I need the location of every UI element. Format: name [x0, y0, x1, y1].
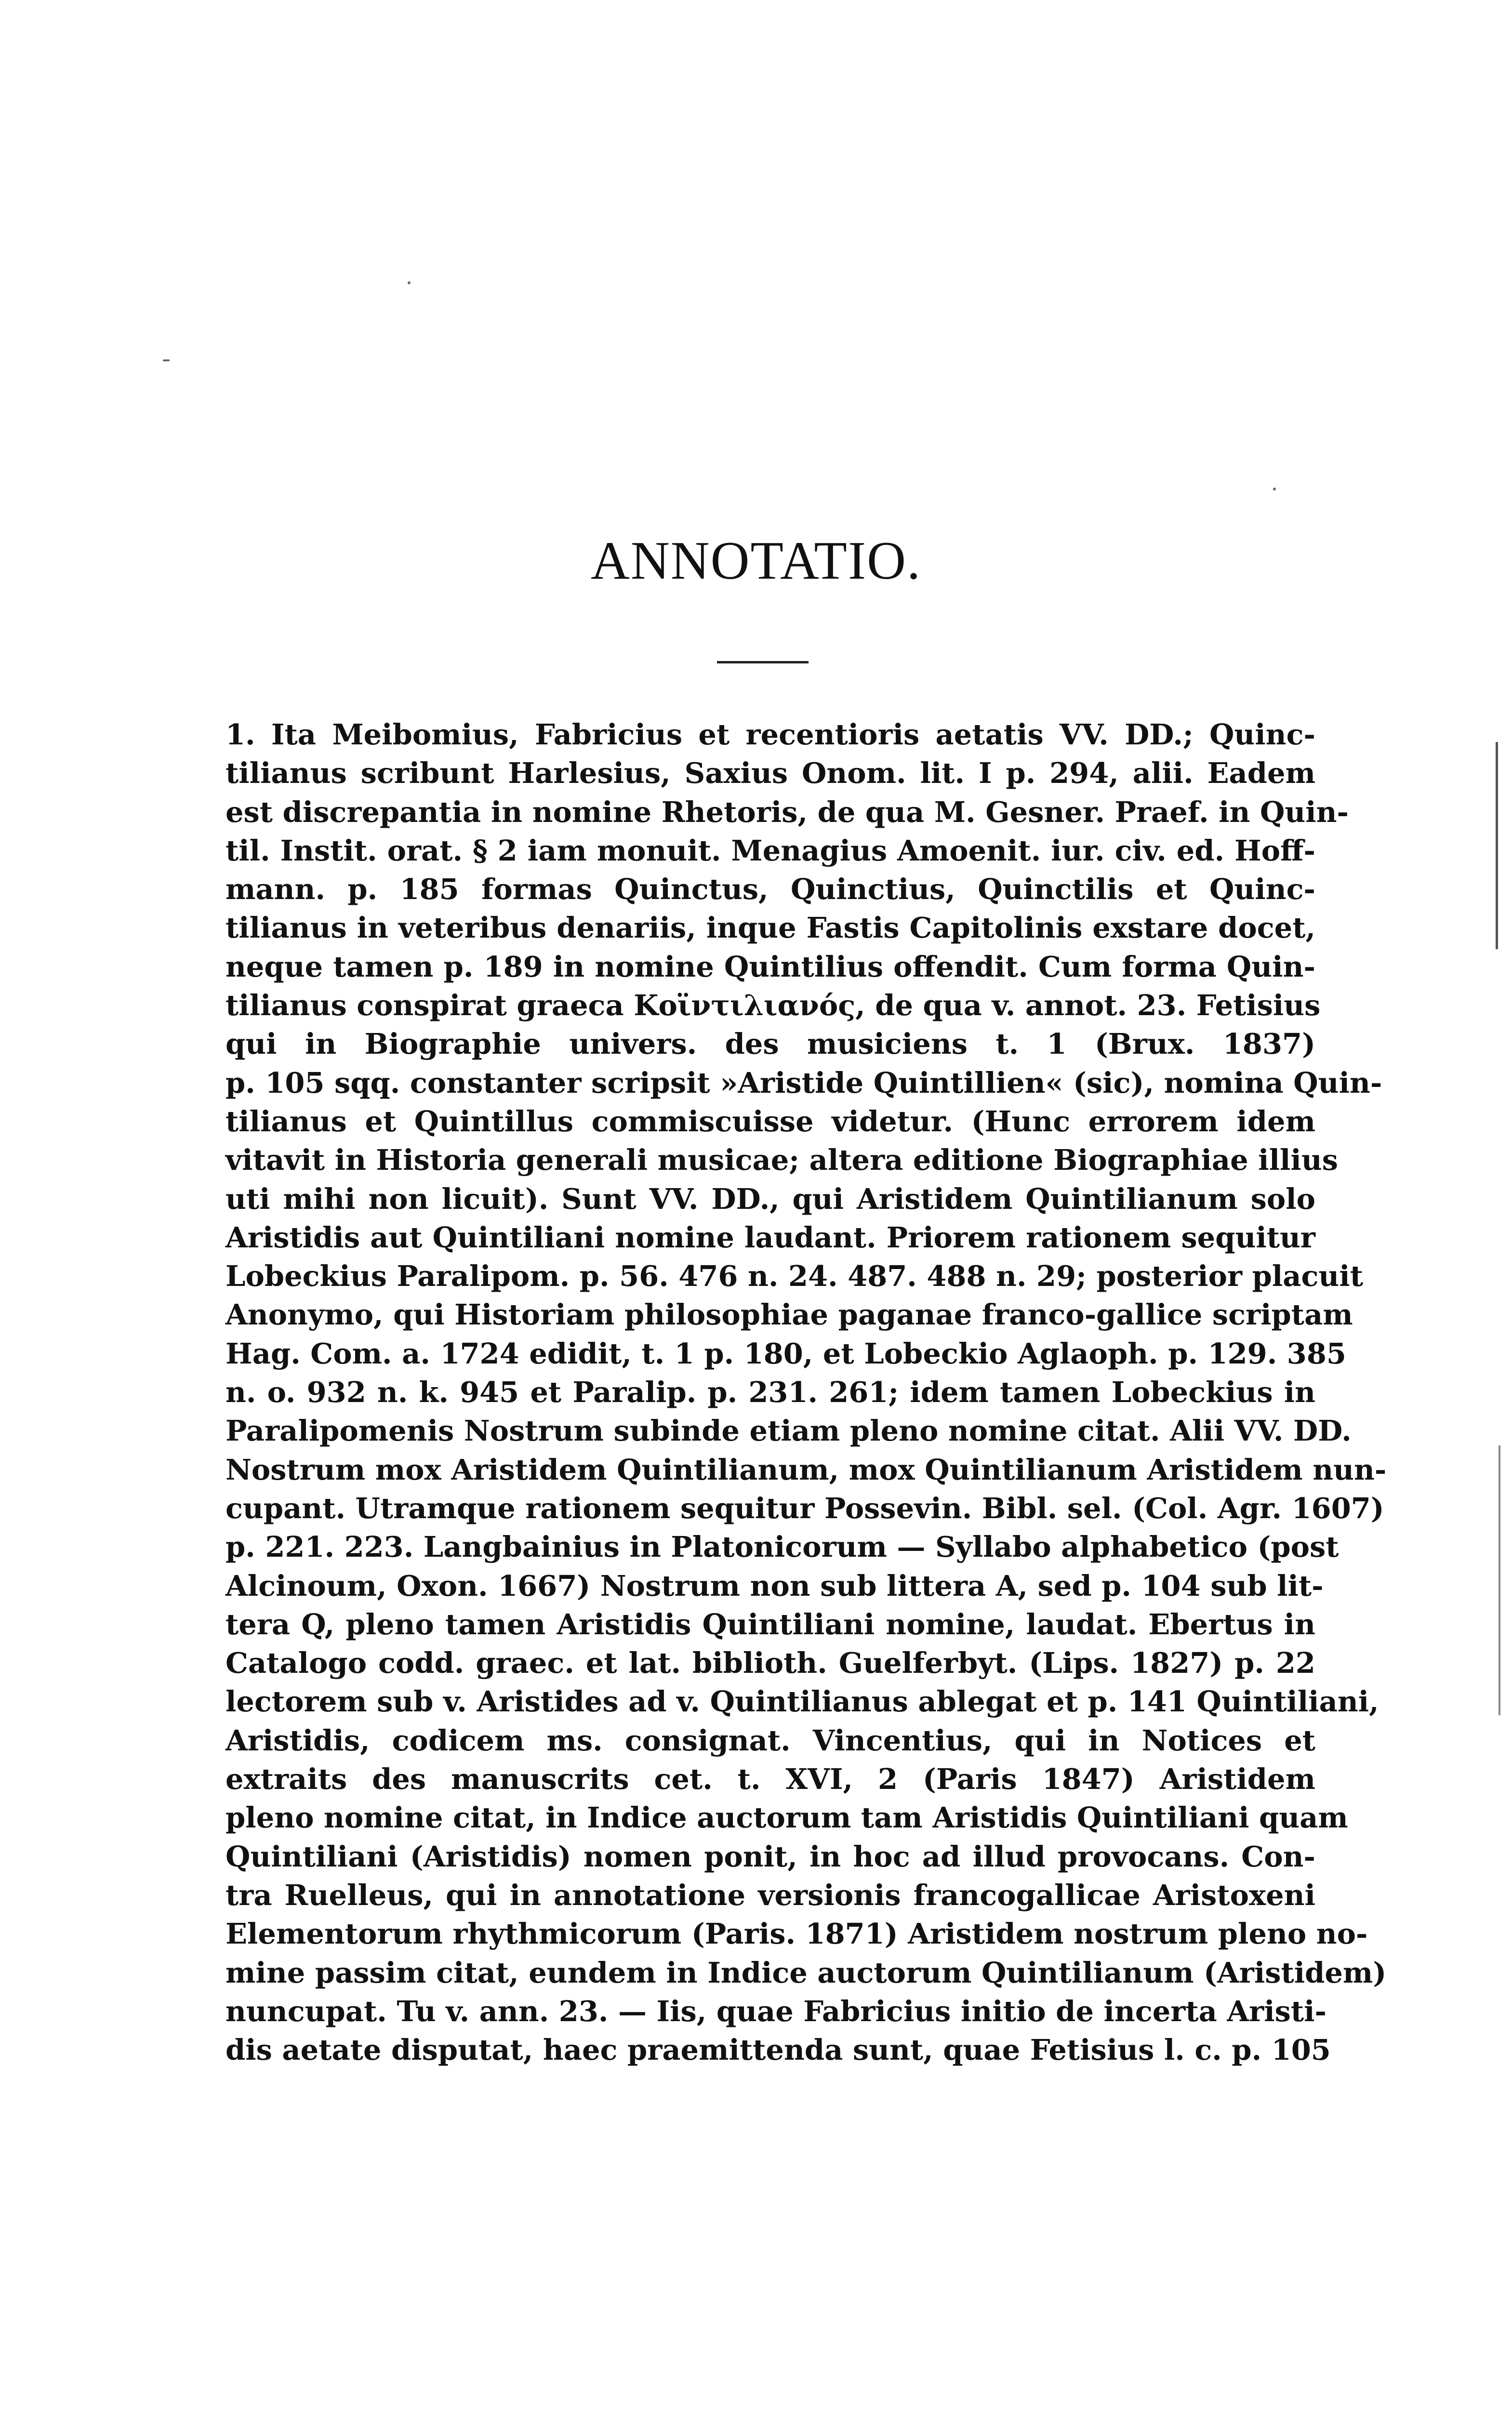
text-line: tilianus scribunt Harlesius, Saxius Onom. lit. I p. 294, alii. Eadem — [225, 756, 1315, 790]
binding-edge-mark — [1496, 742, 1498, 949]
text-line: til. Instit. orat. § 2 iam monuit. Menagius Amoenit. iur. civ. ed. Hoff- — [225, 834, 1315, 867]
text-line: Aristidis, codicem ms. consignat. Vincentius, qui in Notices et — [225, 1723, 1315, 1757]
text-line: qui in Biographie univers. des musiciens t. 1 (Brux. 1837) — [225, 1027, 1315, 1061]
text-line: extraits des manuscrits cet. t. XVI, 2 (Paris 1847) Aristidem — [225, 1762, 1315, 1796]
text-line: Paralipomenis Nostrum subinde etiam pleno nomine citat. Alii VV. DD. — [225, 1414, 1352, 1448]
text-line: est discrepantia in nomine Rhetoris, de qua M. Gesner. Praef. in Quin- — [225, 795, 1349, 829]
text-line: Elementorum rhythmicorum (Paris. 1871) Aristidem nostrum pleno no- — [225, 1917, 1368, 1951]
text-line: dis aetate disputat, haec praemittenda sunt, quae Fetisius l. c. p. 105 — [225, 2033, 1331, 2067]
scan-speck-left — [163, 359, 170, 361]
text-line: Alcinoum, Oxon. 1667) Nostrum non sub littera A, sed p. 104 sub lit- — [225, 1569, 1324, 1602]
text-line: tilianus in veteribus denariis, inque Fastis Capitolinis exstare docet, — [225, 911, 1315, 945]
text-line: tilianus et Quintillus commiscuisse videtur. (Hunc errorem idem — [225, 1104, 1315, 1138]
text-line: Catalogo codd. graec. et lat. biblioth. Guelferbyt. (Lips. 1827) p. 22 — [225, 1646, 1315, 1680]
text-line: n. o. 932 n. k. 945 et Paralip. p. 231. 261; idem tamen Lobeckius in — [225, 1376, 1315, 1409]
text-line: pleno nomine citat, in Indice auctorum tam Aristidis Quintiliani quam — [225, 1801, 1348, 1835]
text-line: mann. p. 185 formas Quinctus, Quinctius, Quinctilis et Quinc- — [225, 873, 1315, 906]
title-rule — [717, 661, 809, 663]
binding-edge-mark — [1499, 1445, 1500, 1715]
text-line: tera Q, pleno tamen Aristidis Quintiliani nomine, laudat. Ebertus in — [225, 1607, 1315, 1641]
annotation-text — [225, 715, 1387, 2069]
scan-speck-right — [1273, 488, 1276, 490]
text-line: lectorem sub v. Aristides ad v. Quintilianus ablegat et p. 141 Quintiliani, — [225, 1685, 1379, 1719]
text-line: nuncupat. Tu v. ann. 23. — Iis, quae Fabricius initio de incerta Aristi- — [225, 1994, 1327, 2028]
text-line: Nostrum mox Aristidem Quintilianum, mox Quintilianum Aristidem nun- — [225, 1453, 1387, 1486]
text-line: mine passim citat, eundem in Indice auctorum Quintilianum (Aristidem) — [225, 1956, 1387, 1989]
text-line: neque tamen p. 189 in nomine Quintilius offendit. Cum forma Quin- — [225, 950, 1315, 983]
text-line: 1. Ita Meibomius, Fabricius et recentioris aetatis VV. DD.; Quinc- — [225, 718, 1315, 751]
text-line: Anonymo, qui Historiam philosophiae paganae franco-gallice scriptam — [225, 1298, 1353, 1332]
text-line: Lobeckius Paralipom. p. 56. 476 n. 24. 487. 488 n. 29; posterior placuit — [225, 1259, 1363, 1293]
text-line: cupant. Utramque rationem sequitur Possevin. Bibl. sel. (Col. Agr. 1607) — [225, 1491, 1384, 1525]
text-line: uti mihi non licuit). Sunt VV. DD., qui Aristidem Quintilianum solo — [225, 1182, 1315, 1216]
text-line: Aristidis aut Quintiliani nomine laudant. Priorem rationem sequitur — [225, 1220, 1315, 1254]
scan-speck-top — [408, 281, 411, 284]
page-title: ANNOTATIO. — [590, 531, 922, 591]
text-line: p. 221. 223. Langbainius in Platonicorum — Syllabo alphabetico (post — [225, 1530, 1339, 1564]
text-line: vitavit in Historia generali musicae; altera editione Biographiae illius — [225, 1143, 1338, 1177]
text-line: tra Ruelleus, qui in annotatione versionis francogallicae Aristoxeni — [225, 1878, 1315, 1912]
text-line: Hag. Com. a. 1724 edidit, t. 1 p. 180, et Lobeckio Aglaoph. p. 129. 385 — [225, 1337, 1346, 1370]
text-line: tilianus conspirat graeca Κοϊντιλιανός, de qua v. annot. 23. Fetisius — [225, 989, 1321, 1022]
text-line: p. 105 sqq. constanter scripsit »Aristide Quintillien« (sic), nomina Quin- — [225, 1066, 1382, 1099]
text-line: Quintiliani (Aristidis) nomen ponit, in hoc ad illud provocans. Con- — [225, 1840, 1315, 1873]
